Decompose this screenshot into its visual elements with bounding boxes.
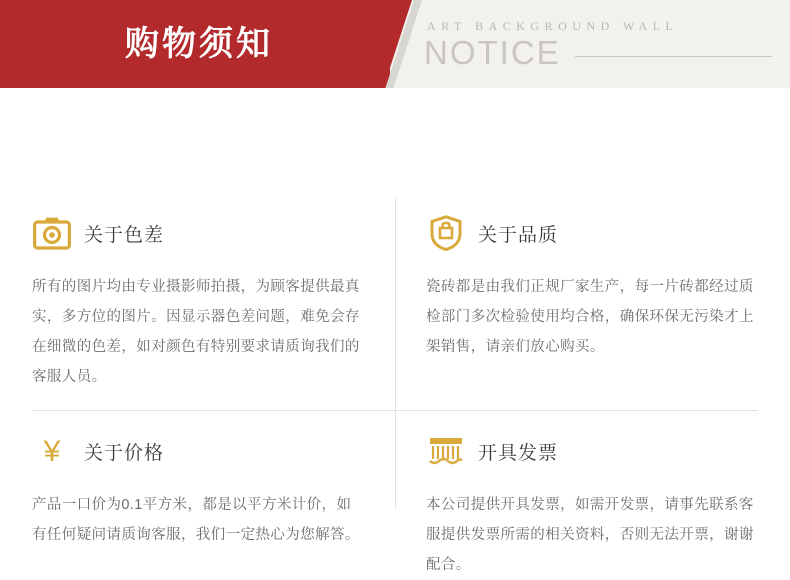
notice-item-header (32, 210, 372, 256)
notice-item-text: 产品一口价为0.1平方米，都是以平方米计价，如有任何疑问请质询客服，我们一定热心为您解答。 (32, 497, 360, 543)
page-title: 购物须知 (125, 25, 273, 63)
notice-item-title: 开具发票 (478, 442, 559, 464)
invoice-icon (426, 431, 466, 471)
svg-text:¥: ¥ (43, 435, 61, 468)
header-subtitle-en: ART BACKGROUND WALL (427, 19, 679, 33)
notice-item-title: 关于价格 (84, 442, 165, 464)
notice-item-header (426, 210, 766, 256)
header-title-en-row (424, 36, 790, 69)
notice-item-header (426, 428, 766, 474)
grid-horizontal-divider (32, 410, 758, 411)
page-header (0, 0, 790, 88)
notice-grid (0, 88, 790, 573)
notice-item-title: 关于色差 (84, 224, 165, 246)
shield-quality-icon (426, 213, 466, 253)
notice-item-text: 瓷砖都是由我们正规厂家生产，每一片砖都经过质检部门多次检验使用均合格，确保环保无污染才上架销售，请亲们放心购买。 (426, 279, 754, 355)
notice-item-text: 本公司提供开具发票，如需开发票，请事先联系客服提供发票所需的相关资料，否则无法开票，谢谢配合。 (426, 497, 754, 573)
yuan-price-icon (32, 431, 72, 471)
notice-item-title: 关于品质 (478, 224, 559, 246)
grid-vertical-divider (395, 198, 396, 508)
notice-item-color (32, 210, 372, 392)
header-rule (575, 56, 772, 57)
notice-item-price (32, 428, 372, 550)
notice-item-header (32, 428, 372, 474)
notice-item-invoice (426, 428, 766, 580)
header-red-banner (0, 0, 390, 88)
header-title-en: NOTICE (424, 34, 561, 71)
header-english-block (390, 0, 790, 88)
notice-item-text: 所有的图片均由专业摄影师拍摄，为顾客提供最真实，多方位的图片。因显示器色差问题，难免会存在细微的色差，如对颜色有特别要求请质询我们的客服人员。 (32, 279, 360, 385)
camera-icon (32, 213, 72, 253)
notice-item-quality (426, 210, 766, 362)
